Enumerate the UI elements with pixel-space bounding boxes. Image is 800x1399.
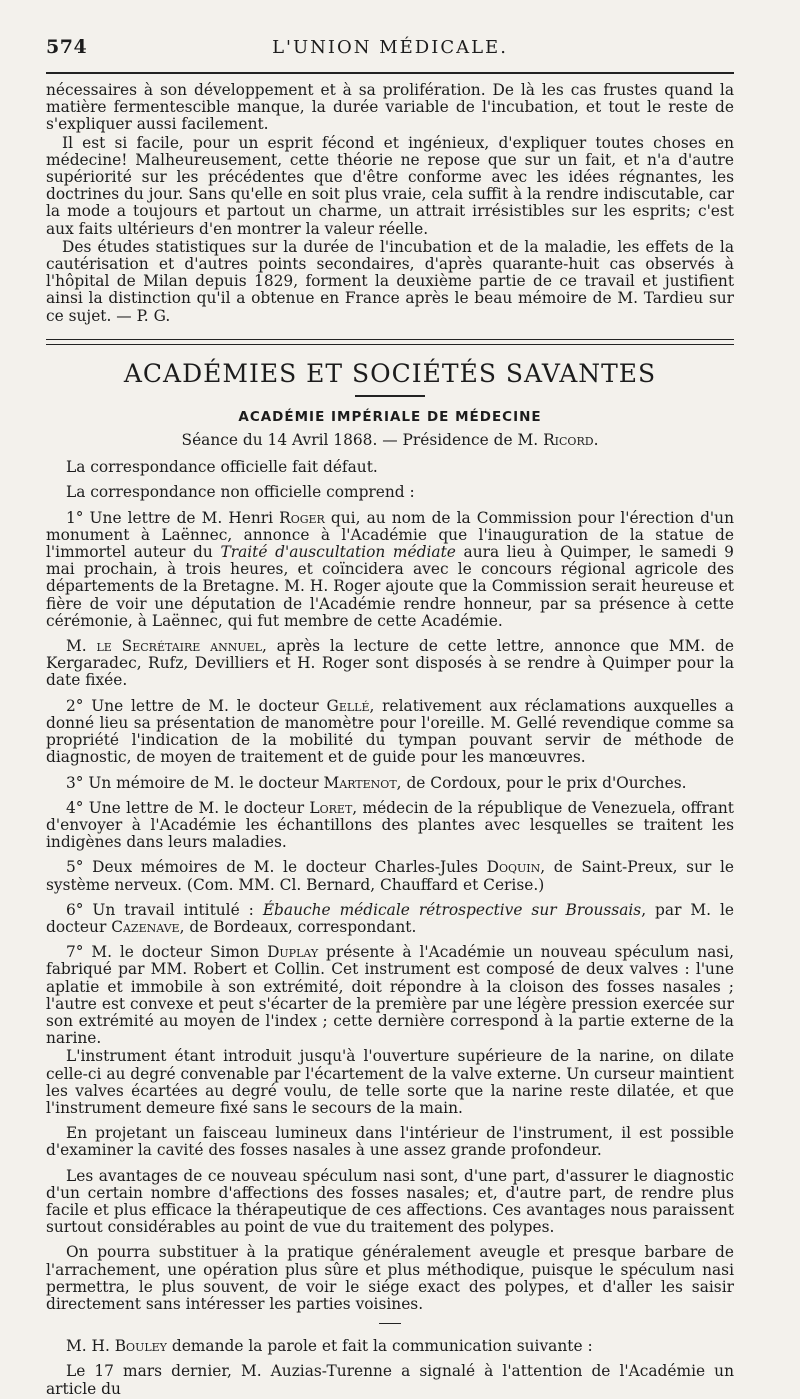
item-1: 1° Une lettre de M. Henri Roger qui, au nom de la Commission pour l'érection d'un monument à Laënnec, annonce à l'Académie que l'inauguration de la statue de l'immortel auteur du Traité d'auscultation médiate aura lieu à Quimper, le samedi 9 mai prochain, à trois heures, et coïncidera avec le concours régional agricole des départements de la Bretagne. M. H. Roger ajoute que la Commission serait heureuse et fière de voir une députation de l'Académie rendre honneur, par sa présence à cette cérémonie, à Laënnec, qui fut membre de cette Académie.: [46, 508, 734, 630]
running-header: [46, 36, 734, 66]
item-2: 2° Une lettre de M. le docteur Gellé, relativement aux réclamations auxquelles a donné lieu sa présentation de manomètre pour l'oreille. M. Gellé revendique comme sa propriété l'indication de la mobilité du tympan pouvant servir de méthode de diagnostic, de moyen de traitement et de guide pour les manœuvres.: [46, 696, 734, 767]
correspondence-nonofficial: La correspondance non officielle comprend :: [66, 483, 415, 502]
instrument-paragraph-2: En projetant un faisceau lumineux dans l'intérieur de l'instrument, il est possible d'examiner la cavité des fosses nasales à une assez grande profondeur.: [46, 1124, 734, 1160]
item-7: 7° M. le docteur Simon Duplay présente à l'Académie un nouveau spéculum nasi, fabriqué par MM. Robert et Collin. Cet instrument est composé de deux valves : l'une aplatie et immobile à son extrémité, doit répondre à la cloison des fosses nasales ; l'autre est convexe et peut s'écarter de la première par une légère pression exercée sur son extrémité au moyen de l'index ; cette dernière correspond à la partie externe de la narine.: [46, 943, 735, 1048]
article-body: [46, 82, 734, 1399]
item-5: 5° Deux mémoires de M. le docteur Charles-Jules Doquin, de Saint-Preux, sur le système nerveux. (Com. MM. Cl. Bernard, Chauffard et Cerise.): [46, 858, 734, 894]
instrument-paragraph-4: On pourra substituer à la pratique généralement aveugle et presque barbare de l'arrachement, une opération plus sûre et plus méthodique, puisque le spéculum nasi permettra, le plus souvent, de voir le siége exact des polypes, et d'aller les saisir directement sans intéresser les parties voisines.: [46, 1243, 734, 1313]
bouley-paragraph: M. H. Bouley demande la parole et fait la communication suivante :: [66, 1337, 593, 1356]
instrument-paragraph-3: Les avantages de ce nouveau spéculum nasi sont, d'une part, d'assurer le diagnostic d'un certain nombre d'affections des fosses nasales; et, d'autre part, de rendre plus facile et plus efficace la thérapeutique de ces affections. Ces avantages nous paraissent surtout considérables au point de vue du traitement des polypes.: [46, 1166, 734, 1237]
journal-title: L'UNION MÉDICALE.: [272, 37, 508, 58]
item-3: 3° Un mémoire de M. le docteur Martenot, de Cordoux, pour le prix d'Ourches.: [66, 773, 687, 792]
header-rule: [46, 72, 734, 74]
page-number: 574: [46, 36, 88, 58]
correspondence-official: La correspondance officielle fait défaut.: [66, 458, 378, 477]
separator-rule: [379, 1323, 401, 1324]
intro-paragraph-2: Il est si facile, pour un esprit fécond et ingénieux, d'expliquer toutes choses en médecine! Malheureusement, cette théorie ne repose que sur un fait, et n'a d'autre supériorité sur les précédentes que d'être conforme avec les idées régnantes, les doctrines du jour. Sans qu'elle en soit plus vraie, cela suffit à la rendre indiscutable, car la mode a toujours et partout un charme, un attrait irrésistibles sur les esprits; c'est aux faits ultérieurs d'en montrer la valeur réelle.: [46, 133, 734, 238]
secretary-paragraph: M. le Secrétaire annuel, après la lecture de cette lettre, annonce que MM. de Kergaradec, Rufz, Devilliers et H. Roger sont disposés à se rendre à Quimper pour la date fixée.: [46, 637, 735, 690]
seance-line: Séance du 14 Avril 1868. — Présidence de M. Ricord.: [181, 431, 599, 450]
president-name: Ricord: [543, 431, 594, 450]
item-6: 6° Un travail intitulé : Ébauche médicale rétrospective sur Broussais, par M. le docteur Cazenave, de Bordeaux, correspondant.: [46, 900, 735, 936]
bouley-paragraph-2: Le 17 mars dernier, M. Auzias-Turenne a signalé à l'attention de l'Académie un article du: [46, 1362, 734, 1398]
item-4: 4° Une lettre de M. le docteur Loret, médecin de la république de Venezuela, offrant d'envoyer à l'Académie les échantillons des plantes avec lesquelles se traitent les indigènes dans leurs maladies.: [46, 798, 734, 852]
title-underline: [355, 395, 425, 397]
section-divider: [46, 339, 734, 345]
intro-paragraph-1: nécessaires à son développement et à sa prolifération. De là les cas frustes quand la matière fermentescible manque, la durée variable de l'incubation, et tout le reste de s'expliquer aussi facilement.: [46, 81, 734, 134]
academy-heading: ACADÉMIE IMPÉRIALE DE MÉDECINE: [238, 408, 542, 425]
instrument-paragraph-1: L'instrument étant introduit jusqu'à l'ouverture supérieure de la narine, on dilate celle-ci au degré convenable par l'écartement de la valve externe. Un curseur maintient les valves écartées au degré voulu, de telle sorte que la narine reste dilatée, et que l'instrument demeure fixé sans le secours de la main.: [46, 1047, 734, 1117]
section-title: ACADÉMIES ET SOCIÉTÉS SAVANTES: [123, 358, 657, 388]
intro-paragraph-3: Des études statistiques sur la durée de l'incubation et de la maladie, les effets de la cautérisation et d'autres points secondaires, d'après quarante-huit cas observés à l'hôpital de Milan depuis 1829, forment la deuxième partie de ce travail et justifient ainsi la distinction qu'il a obtenue en France après le beau mémoire de M. Tardieu sur ce sujet. — P. G.: [46, 237, 734, 325]
